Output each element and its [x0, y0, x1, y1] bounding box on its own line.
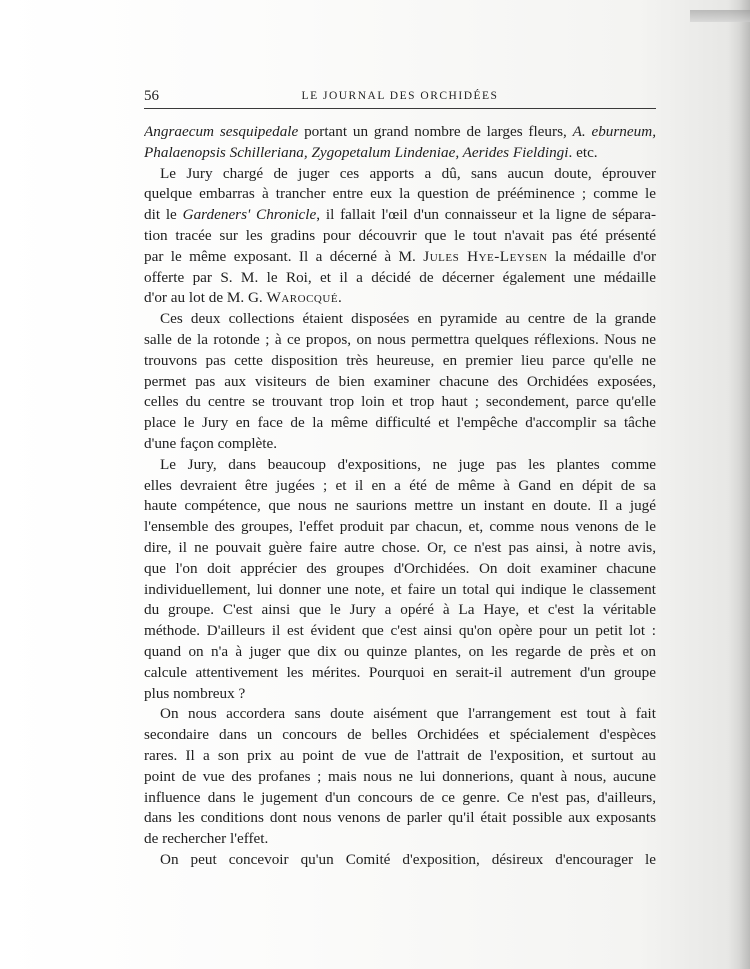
text-line [144, 288, 656, 309]
text-line [144, 746, 656, 767]
text-line [144, 725, 656, 746]
text-run: individuellement, lui donner une note, et faire un total qui indique le classement [144, 580, 656, 598]
text-line [144, 808, 656, 829]
text-run: dire, il ne pouvait guère faire autre chose. Or, ce n'est pas ainsi, à notre avis, [144, 538, 656, 556]
text-run: celles du centre se trouvant trop loin et trop haut ; secondement, parce qu'elle [144, 393, 656, 411]
text-run: par le même exposant. Il a décerné à M. [144, 247, 424, 265]
paragraph [144, 122, 656, 164]
text-line [144, 663, 656, 684]
text-line [144, 351, 656, 372]
text-run: que l'on doit apprécier des groupes d'Orchidées. On doit examiner chacune [144, 559, 656, 577]
page-number: 56 [144, 88, 159, 104]
text-line [144, 413, 656, 434]
text-run: l'ensemble des groupes, l'effet produit par chacun, et, comme nous venons de le [144, 518, 656, 536]
paragraph [144, 850, 656, 871]
text-line [144, 226, 656, 247]
text-run: point de vue des profanes ; mais nous ne lui donnerions, quant à nous, aucune [144, 767, 656, 785]
text-run: plus nombreux ? [144, 684, 246, 702]
text-run: dit le [144, 206, 183, 224]
text-run: portant un grand nombre de larges fleurs, [298, 123, 573, 140]
text-run: méthode. D'ailleurs il est évident que c'est ainsi qu'on opère pour un petit lot : [144, 622, 656, 640]
text-run: secondaire dans un concours de belles Orchidées et spécialement d'espèces [144, 726, 656, 744]
small-caps-name: Warocqué [266, 289, 339, 307]
text-run: quelque embarras à trancher entre eux la question de prééminence ; comme le [144, 185, 656, 203]
text-line [144, 538, 656, 559]
text-line [144, 829, 656, 850]
page-edge-shadow [728, 0, 750, 969]
text-run: salle de la rotonde ; à ce propos, on nous permettra quelques réflexions. Nous ne [144, 330, 656, 348]
text-run: On nous accordera sans doute aisément que l'arrangement est tout à fait [160, 705, 656, 723]
text-line [144, 309, 656, 330]
text-run: la médaille d'or [547, 247, 656, 265]
text-run: tion tracée sur les gradins pour découvrir que le tout n'avait pas été présenté [144, 226, 656, 244]
text-run: quand on n'a à juger que dix ou quinze plantes, on les regarde de près et on [144, 642, 656, 660]
text-line [144, 496, 656, 517]
page-header [144, 88, 656, 109]
text-line [144, 268, 656, 289]
italic-text: A. eburneum, [572, 123, 656, 140]
text-run: permet pas aux visiteurs de bien examiner chacune des Orchidées exposées, [144, 372, 656, 390]
text-line [144, 704, 656, 725]
text-run: offerte par S. M. le Roi, et il a décidé de décerner également une médaille [144, 268, 656, 286]
italic-text: Gardeners' Chronicle [182, 206, 317, 224]
article-body [144, 122, 656, 871]
text-run: influence dans le jugement d'un concours de ce genre. Ce n'est pas, d'ailleurs, [144, 788, 656, 806]
text-run: rares. Il a son prix au point de vue de l'attrait de l'exposition, et surtout au [144, 746, 656, 764]
paragraph [144, 455, 656, 705]
text-line [144, 122, 656, 143]
text-run: du groupe. C'est ainsi que le Jury a opéré à La Haye, et c'est la véritable [144, 601, 656, 619]
running-title: LE JOURNAL DES ORCHIDÉES [301, 90, 499, 102]
text-run: Ces deux collections étaient disposées en pyramide au centre de la grande [160, 310, 656, 328]
text-run: elles devraient être jugées ; et il en a été de même à Gand en dépit de sa [144, 476, 656, 494]
scan-corner-mark [690, 10, 750, 22]
paragraph [144, 164, 656, 310]
text-run: Le Jury chargé de juger ces apports a dû, sans aucun doute, éprouver [160, 164, 656, 182]
text-line [144, 580, 656, 601]
text-line [144, 455, 656, 476]
text-line [144, 767, 656, 788]
text-run: On peut concevoir qu'un Comité d'exposition, désireux d'encourager le [160, 850, 656, 868]
text-line [144, 143, 656, 164]
text-run: calcule attentivement les mérites. Pourquoi en serait-il autrement d'un groupe [144, 663, 656, 681]
text-line [144, 205, 656, 226]
text-run: haute compétence, que nous ne saurions mettre un instant en doute. Il a jugé [144, 497, 656, 515]
text-line [144, 684, 656, 705]
text-line [144, 372, 656, 393]
text-run: place le Jury en face de la même difficulté et l'empêche d'accomplir sa tâche [144, 414, 656, 432]
text-line [144, 517, 656, 538]
text-run: d'une façon complète. [144, 434, 278, 452]
text-run: de rechercher l'effet. [144, 830, 269, 848]
text-line [144, 164, 656, 185]
text-line [144, 642, 656, 663]
text-line [144, 476, 656, 497]
text-line [144, 330, 656, 351]
text-run: , il fallait l'œil d'un connaisseur et la ligne de sépara- [316, 206, 656, 224]
text-run: . etc. [568, 143, 598, 161]
text-run: d'or au lot de M. G. [144, 289, 267, 307]
text-line [144, 434, 656, 455]
text-line [144, 184, 656, 205]
text-run: . [338, 289, 342, 307]
text-line [144, 392, 656, 413]
italic-text: Angraecum sesquipedale [144, 123, 299, 140]
text-line [144, 788, 656, 809]
text-line [144, 621, 656, 642]
italic-text: Phalaenopsis Schilleriana, Zygopetalum Lindeniae, Aerides Fieldingi [144, 143, 569, 161]
text-line [144, 850, 656, 871]
paragraph [144, 309, 656, 455]
text-line [144, 600, 656, 621]
small-caps-name: Jules Hye-Leysen [423, 247, 548, 265]
text-run: dans les conditions dont nous venons de parler qu'il était possible aux exposants [144, 809, 656, 827]
text-line [144, 247, 656, 268]
paragraph [144, 704, 656, 850]
text-run: Le Jury, dans beaucoup d'expositions, ne juge pas les plantes comme [160, 455, 656, 473]
text-line [144, 559, 656, 580]
text-run: trouvons pas cette disposition très heureuse, en premier lieu parce qu'elle ne [144, 351, 656, 369]
